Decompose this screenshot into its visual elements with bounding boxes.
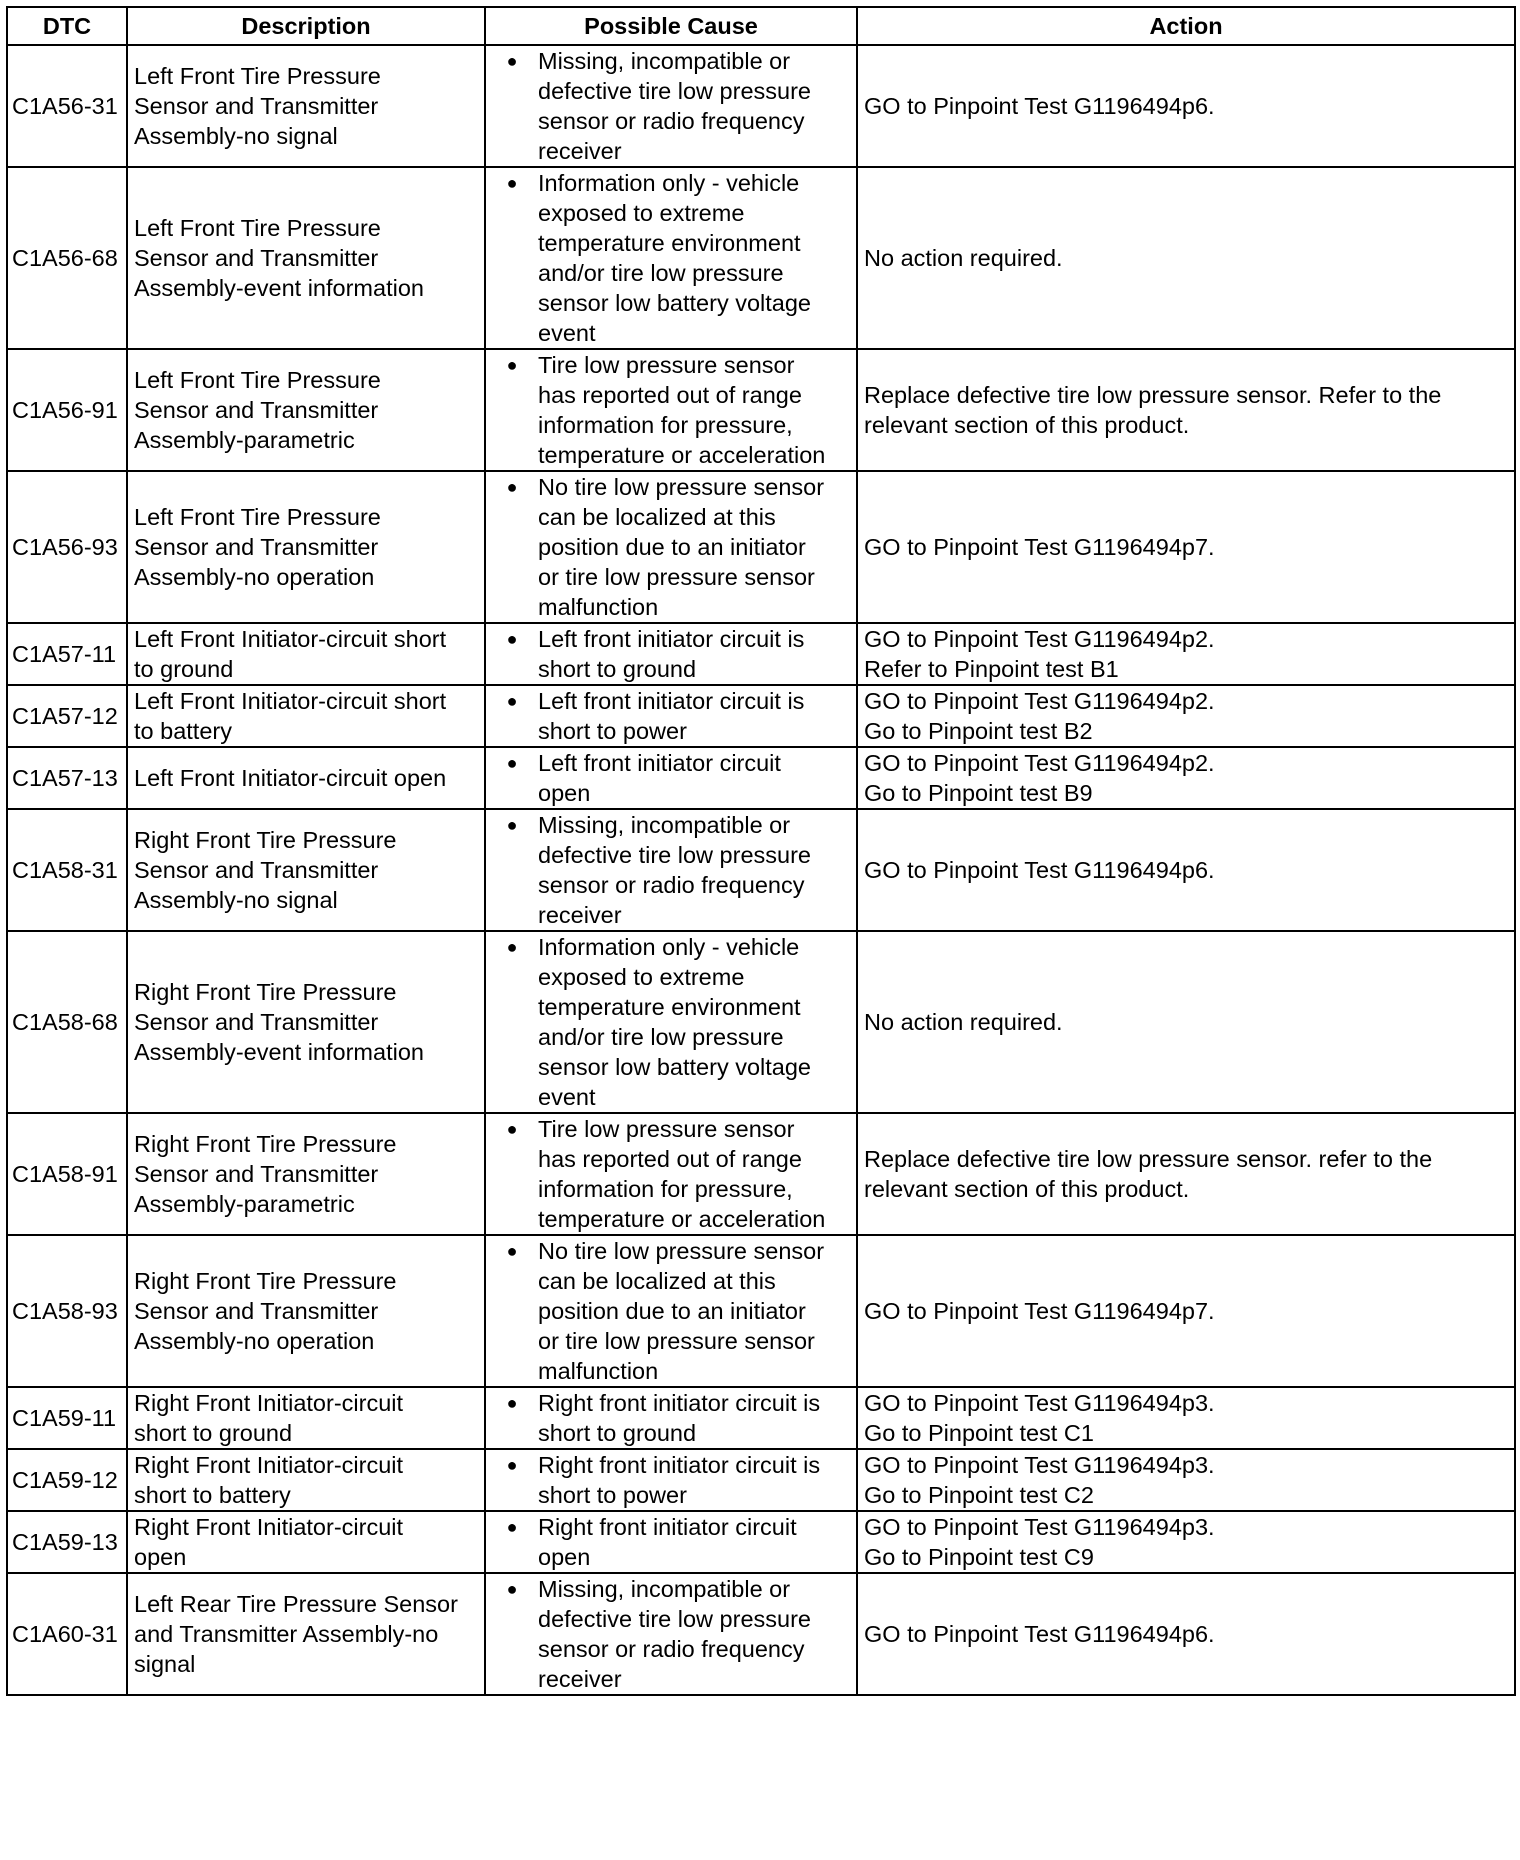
description-line: Left Front Initiator-circuit open — [134, 765, 447, 791]
possible-cause-cell — [485, 809, 857, 931]
possible-cause-cell — [485, 747, 857, 809]
action-cell — [857, 931, 1515, 1113]
action-cell — [857, 1235, 1515, 1387]
bullet-icon: ● — [506, 815, 518, 835]
description-line: Sensor and Transmitter — [134, 857, 379, 883]
cause-line: Tire low pressure sensor — [538, 352, 795, 378]
description-line: Left Front Tire Pressure — [134, 504, 381, 530]
cause-line: Missing, incompatible or — [538, 812, 791, 838]
cause-line: can be localized at this — [538, 504, 776, 530]
action-line: Replace defective tire low pressure sensor. refer to the — [864, 1146, 1433, 1172]
action-line: GO to Pinpoint Test G1196494p2. — [864, 750, 1215, 776]
description-cell — [127, 1387, 485, 1449]
description-line: and Transmitter Assembly-no — [134, 1621, 439, 1647]
description-line: Left Front Tire Pressure — [134, 367, 381, 393]
description-line: Assembly-no signal — [134, 887, 338, 913]
possible-cause-cell — [485, 471, 857, 623]
action-line: Go to Pinpoint test B9 — [864, 780, 1093, 806]
cause-line: and/or tire low pressure — [538, 1024, 784, 1050]
action-cell — [857, 1387, 1515, 1449]
possible-cause-cell — [485, 45, 857, 167]
action-line: GO to Pinpoint Test G1196494p3. — [864, 1514, 1215, 1540]
table-row — [7, 1511, 1515, 1573]
action-line: relevant section of this product. — [864, 412, 1190, 438]
action-line: GO to Pinpoint Test G1196494p2. — [864, 626, 1215, 652]
dtc-code: C1A56-91 — [7, 349, 127, 471]
description-line: Right Front Initiator-circuit — [134, 1452, 404, 1478]
bullet-icon: ● — [506, 1119, 518, 1139]
action-cell — [857, 471, 1515, 623]
table-row — [7, 1235, 1515, 1387]
dtc-code: C1A58-68 — [7, 931, 127, 1113]
description-line: Right Front Initiator-circuit — [134, 1514, 404, 1540]
header-dtc: DTC — [7, 7, 127, 45]
description-line: to ground — [134, 656, 234, 682]
header-action: Action — [857, 7, 1515, 45]
cause-line: sensor low battery voltage — [538, 290, 812, 316]
bullet-icon: ● — [506, 1517, 518, 1537]
action-line: GO to Pinpoint Test G1196494p3. — [864, 1452, 1215, 1478]
description-line: short to ground — [134, 1420, 293, 1446]
table-row — [7, 1449, 1515, 1511]
possible-cause-cell — [485, 1113, 857, 1235]
description-line: Assembly-no operation — [134, 1328, 375, 1354]
cause-line: short to ground — [538, 656, 697, 682]
cause-line: receiver — [538, 1666, 622, 1692]
action-line: GO to Pinpoint Test G1196494p3. — [864, 1390, 1215, 1416]
cause-line: temperature environment — [538, 994, 801, 1020]
cause-line: or tire low pressure sensor — [538, 1328, 815, 1354]
cause-line: exposed to extreme — [538, 964, 745, 990]
action-line: GO to Pinpoint Test G1196494p7. — [864, 534, 1215, 560]
dtc-table — [6, 6, 1516, 1696]
dtc-code: C1A57-11 — [7, 623, 127, 685]
description-line: Left Front Tire Pressure — [134, 215, 381, 241]
dtc-code: C1A59-12 — [7, 1449, 127, 1511]
action-cell — [857, 1511, 1515, 1573]
description-line: short to battery — [134, 1482, 291, 1508]
description-line: Sensor and Transmitter — [134, 397, 379, 423]
cause-line: can be localized at this — [538, 1268, 776, 1294]
description-line: Right Front Tire Pressure — [134, 979, 397, 1005]
description-cell — [127, 471, 485, 623]
bullet-icon: ● — [506, 477, 518, 497]
cause-line: defective tire low pressure — [538, 1606, 811, 1632]
description-line: open — [134, 1544, 187, 1570]
description-line: Left Rear Tire Pressure Sensor — [134, 1591, 458, 1617]
cause-line: No tire low pressure sensor — [538, 1238, 825, 1264]
description-cell — [127, 747, 485, 809]
description-cell — [127, 1235, 485, 1387]
header-description: Description — [127, 7, 485, 45]
table-row — [7, 1573, 1515, 1695]
table-row — [7, 167, 1515, 349]
table-row — [7, 747, 1515, 809]
cause-line: short to power — [538, 1482, 687, 1508]
bullet-icon: ● — [506, 1241, 518, 1261]
description-line: Left Front Tire Pressure — [134, 63, 381, 89]
cause-line: exposed to extreme — [538, 200, 745, 226]
action-line: No action required. — [864, 1009, 1063, 1035]
description-cell — [127, 1511, 485, 1573]
cause-line: Tire low pressure sensor — [538, 1116, 795, 1142]
description-line: Right Front Tire Pressure — [134, 1268, 397, 1294]
action-line: Go to Pinpoint test C1 — [864, 1420, 1094, 1446]
cause-line: Missing, incompatible or — [538, 48, 791, 74]
bullet-icon: ● — [506, 753, 518, 773]
header-possible-cause: Possible Cause — [485, 7, 857, 45]
description-cell — [127, 167, 485, 349]
action-line: GO to Pinpoint Test G1196494p6. — [864, 1621, 1215, 1647]
action-cell — [857, 167, 1515, 349]
possible-cause-cell — [485, 349, 857, 471]
action-line: Refer to Pinpoint test B1 — [864, 656, 1119, 682]
cause-line: and/or tire low pressure — [538, 260, 784, 286]
cause-line: event — [538, 1084, 596, 1110]
cause-line: Right front initiator circuit — [538, 1514, 797, 1540]
bullet-icon: ● — [506, 937, 518, 957]
dtc-code: C1A56-68 — [7, 167, 127, 349]
action-line: Go to Pinpoint test C2 — [864, 1482, 1094, 1508]
possible-cause-cell — [485, 1387, 857, 1449]
description-line: Sensor and Transmitter — [134, 93, 379, 119]
description-line: Assembly-no operation — [134, 564, 375, 590]
description-cell — [127, 1573, 485, 1695]
cause-line: malfunction — [538, 594, 659, 620]
cause-line: information for pressure, — [538, 412, 793, 438]
cause-line: temperature or acceleration — [538, 442, 826, 468]
cause-line: receiver — [538, 138, 622, 164]
possible-cause-cell — [485, 623, 857, 685]
bullet-icon: ● — [506, 691, 518, 711]
cause-line: information for pressure, — [538, 1176, 793, 1202]
description-cell — [127, 1449, 485, 1511]
action-line: GO to Pinpoint Test G1196494p7. — [864, 1298, 1215, 1324]
cause-line: short to power — [538, 718, 687, 744]
description-line: Assembly-parametric — [134, 427, 355, 453]
dtc-code: C1A57-13 — [7, 747, 127, 809]
bullet-icon: ● — [506, 1579, 518, 1599]
cause-line: Left front initiator circuit is — [538, 626, 805, 652]
table-row — [7, 45, 1515, 167]
description-line: Right Front Tire Pressure — [134, 827, 397, 853]
bullet-icon: ● — [506, 355, 518, 375]
cause-line: open — [538, 780, 591, 806]
cause-line: Right front initiator circuit is — [538, 1390, 821, 1416]
dtc-code: C1A60-31 — [7, 1573, 127, 1695]
action-line: relevant section of this product. — [864, 1176, 1190, 1202]
cause-line: temperature or acceleration — [538, 1206, 826, 1232]
description-line: Assembly-no signal — [134, 123, 338, 149]
cause-line: position due to an initiator — [538, 534, 806, 560]
description-line: Right Front Initiator-circuit — [134, 1390, 404, 1416]
action-line: Replace defective tire low pressure sensor. Refer to the — [864, 382, 1442, 408]
possible-cause-cell — [485, 1235, 857, 1387]
action-line: Go to Pinpoint test C9 — [864, 1544, 1094, 1570]
action-line: Go to Pinpoint test B2 — [864, 718, 1093, 744]
description-line: Assembly-event information — [134, 275, 424, 301]
header-row — [7, 7, 1515, 45]
description-line: Sensor and Transmitter — [134, 1298, 379, 1324]
cause-line: event — [538, 320, 596, 346]
dtc-code: C1A58-93 — [7, 1235, 127, 1387]
action-cell — [857, 685, 1515, 747]
cause-line: sensor or radio frequency — [538, 872, 805, 898]
action-cell — [857, 747, 1515, 809]
table-row — [7, 349, 1515, 471]
description-cell — [127, 809, 485, 931]
cause-line: Information only - vehicle — [538, 170, 800, 196]
table-row — [7, 1387, 1515, 1449]
cause-line: sensor or radio frequency — [538, 108, 805, 134]
description-cell — [127, 685, 485, 747]
action-cell — [857, 1113, 1515, 1235]
dtc-code: C1A57-12 — [7, 685, 127, 747]
cause-line: has reported out of range — [538, 382, 802, 408]
cause-line: position due to an initiator — [538, 1298, 806, 1324]
cause-line: No tire low pressure sensor — [538, 474, 825, 500]
dtc-code: C1A58-31 — [7, 809, 127, 931]
description-line: Sensor and Transmitter — [134, 1009, 379, 1035]
cause-line: temperature environment — [538, 230, 801, 256]
bullet-icon: ● — [506, 1393, 518, 1413]
description-cell — [127, 1113, 485, 1235]
description-line: Left Front Initiator-circuit short — [134, 626, 447, 652]
action-cell — [857, 809, 1515, 931]
description-line: Sensor and Transmitter — [134, 534, 379, 560]
cause-line: Information only - vehicle — [538, 934, 800, 960]
action-cell — [857, 623, 1515, 685]
description-line: signal — [134, 1651, 196, 1677]
description-line: Sensor and Transmitter — [134, 245, 379, 271]
dtc-code: C1A59-11 — [7, 1387, 127, 1449]
cause-line: sensor or radio frequency — [538, 1636, 805, 1662]
cause-line: Left front initiator circuit — [538, 750, 781, 776]
bullet-icon: ● — [506, 173, 518, 193]
cause-line: Left front initiator circuit is — [538, 688, 805, 714]
cause-line: receiver — [538, 902, 622, 928]
bullet-icon: ● — [506, 51, 518, 71]
cause-line: defective tire low pressure — [538, 842, 811, 868]
dtc-code: C1A56-31 — [7, 45, 127, 167]
table-row — [7, 685, 1515, 747]
cause-line: defective tire low pressure — [538, 78, 811, 104]
action-cell — [857, 45, 1515, 167]
action-line: GO to Pinpoint Test G1196494p6. — [864, 857, 1215, 883]
cause-line: malfunction — [538, 1358, 659, 1384]
description-line: Right Front Tire Pressure — [134, 1131, 397, 1157]
action-cell — [857, 1573, 1515, 1695]
possible-cause-cell — [485, 685, 857, 747]
possible-cause-cell — [485, 1511, 857, 1573]
action-cell — [857, 1449, 1515, 1511]
description-cell — [127, 931, 485, 1113]
cause-line: short to ground — [538, 1420, 697, 1446]
table-row — [7, 931, 1515, 1113]
dtc-code: C1A56-93 — [7, 471, 127, 623]
table-row — [7, 809, 1515, 931]
bullet-icon: ● — [506, 629, 518, 649]
dtc-code: C1A58-91 — [7, 1113, 127, 1235]
description-line: Assembly-event information — [134, 1039, 424, 1065]
cause-line: or tire low pressure sensor — [538, 564, 815, 590]
table-row — [7, 1113, 1515, 1235]
description-line: Assembly-parametric — [134, 1191, 355, 1217]
dtc-code: C1A59-13 — [7, 1511, 127, 1573]
cause-line: sensor low battery voltage — [538, 1054, 812, 1080]
description-cell — [127, 623, 485, 685]
possible-cause-cell — [485, 1449, 857, 1511]
action-cell — [857, 349, 1515, 471]
table-row — [7, 471, 1515, 623]
possible-cause-cell — [485, 1573, 857, 1695]
possible-cause-cell — [485, 931, 857, 1113]
description-cell — [127, 45, 485, 167]
action-line: GO to Pinpoint Test G1196494p6. — [864, 93, 1215, 119]
cause-line: open — [538, 1544, 591, 1570]
bullet-icon: ● — [506, 1455, 518, 1475]
cause-line: Right front initiator circuit is — [538, 1452, 821, 1478]
action-line: No action required. — [864, 245, 1063, 271]
description-line: to battery — [134, 718, 232, 744]
table-row — [7, 623, 1515, 685]
cause-line: has reported out of range — [538, 1146, 802, 1172]
description-line: Left Front Initiator-circuit short — [134, 688, 447, 714]
description-cell — [127, 349, 485, 471]
description-line: Sensor and Transmitter — [134, 1161, 379, 1187]
possible-cause-cell — [485, 167, 857, 349]
action-line: GO to Pinpoint Test G1196494p2. — [864, 688, 1215, 714]
cause-line: Missing, incompatible or — [538, 1576, 791, 1602]
